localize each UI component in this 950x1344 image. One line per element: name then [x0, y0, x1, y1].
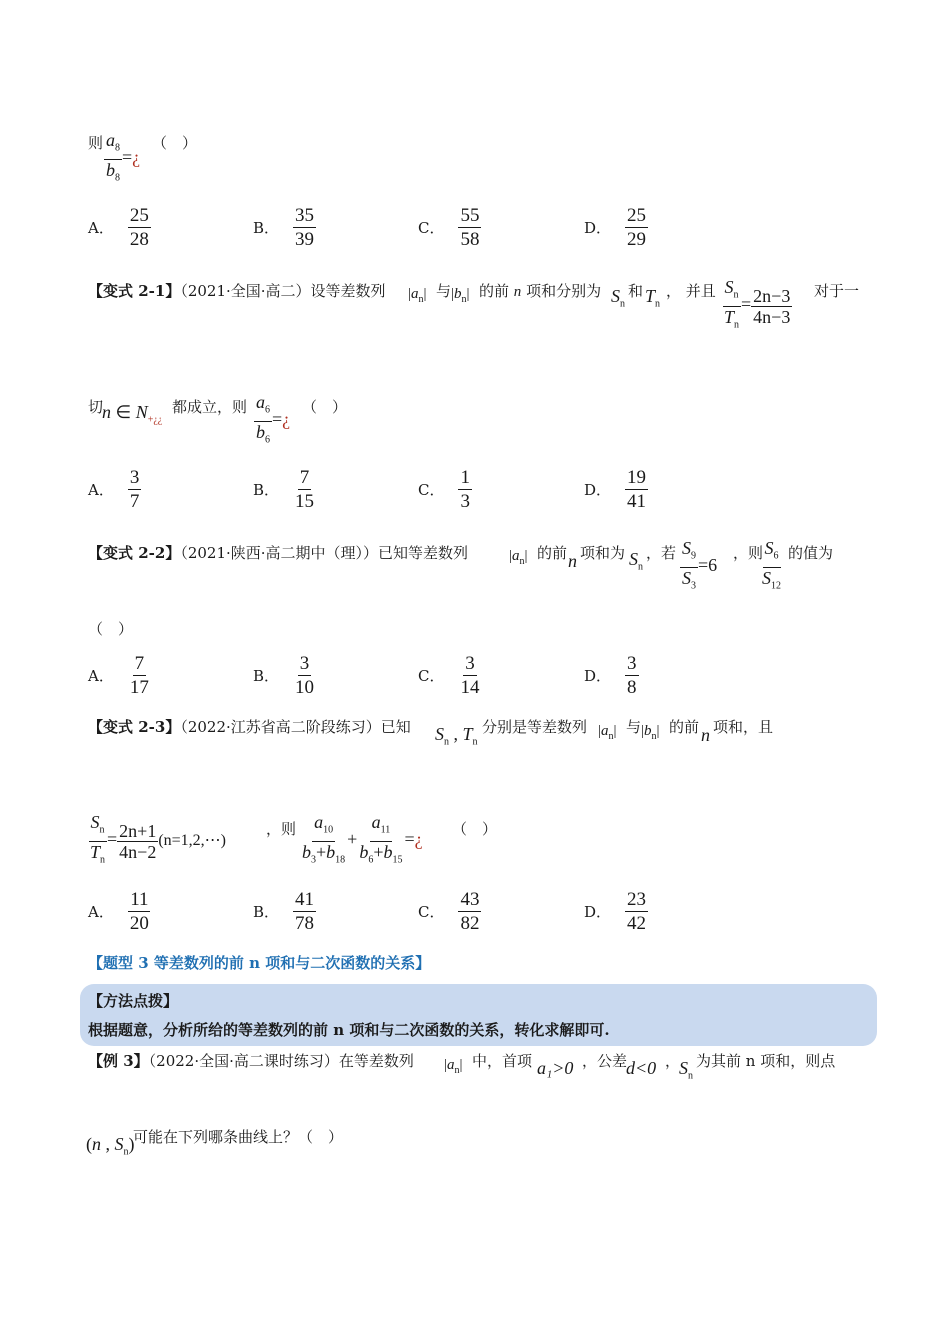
v21-option-b[interactable]: B． $\frac{7}{15}$ [253, 467, 315, 512]
v23-qian: 的前 [669, 718, 700, 736]
q1-prefix: 则 [88, 134, 104, 152]
v21-n-in-N: n ∈ $N_{+¿¿}$ [102, 402, 163, 426]
v23-yu: 与 [626, 718, 642, 736]
v23-n: n [701, 725, 710, 745]
ex3-weiqi: 为其前 n 项和，则点 [696, 1052, 836, 1070]
v22-n: n [568, 551, 577, 571]
ex3-zhong: 中，首项 [472, 1052, 533, 1070]
v21-he: 和 [628, 282, 644, 300]
q1-suffix: （ ） [152, 134, 198, 152]
v22-target: $\frac{S_6}{S_{12}}$ [762, 538, 781, 592]
v21-duiyuyi: 对于一 [814, 282, 860, 300]
v23-fenbieshi: 分别是等差数列 [482, 718, 588, 736]
v21-sn: $S_n$ [611, 286, 625, 310]
ex3-a1: a₁>0 [537, 1058, 574, 1078]
v23-ratio-eq: $\frac{S_n}{T_n}$ = $\frac{2n+1}{4n-2}$ (n=1,2,⋯) [90, 812, 227, 866]
v23-option-c[interactable]: C． $\frac{43}{82}$ [418, 889, 480, 934]
ex3-seq-a: $|a_n|$ [444, 1057, 463, 1076]
v22-option-b[interactable]: B． $\frac{3}{10}$ [253, 653, 315, 698]
v23-option-d[interactable]: D． $\frac{23}{42}$ [584, 889, 647, 934]
v21-seq-a: $|a_n|$ [408, 286, 427, 305]
answer-mark: ¿ [132, 147, 141, 168]
v22-ruo: ，若 [646, 544, 677, 562]
v23-line1: 【变式 2-3】（2022·江苏省高二阶段练习）已知 [88, 718, 411, 736]
v22-sn: $S_n$ [629, 549, 643, 573]
method-title: 【方法点拨】 [88, 992, 179, 1010]
ex3-sn: $S_n$ [679, 1058, 693, 1082]
v22-line1: 【变式 2-2】（2021·陕西·高二期中（理））已知等差数列 [88, 544, 469, 562]
q1-option-c[interactable]: C． $\frac{55}{58}$ [418, 205, 480, 250]
method-text: 根据题意，分析所给的等差数列的前 n 项和与二次函数的关系，转化求解即可. [88, 1021, 610, 1039]
v21-suffix: （ ） [302, 398, 348, 416]
v21-option-a[interactable]: A． $\frac{3}{7}$ [88, 467, 140, 512]
v22-qian: 的前 [537, 544, 568, 562]
q1-option-b[interactable]: B． $\frac{35}{39}$ [253, 205, 315, 250]
q1-option-d[interactable]: D． $\frac{25}{29}$ [584, 205, 647, 250]
v23-option-b[interactable]: B． $\frac{41}{78}$ [253, 889, 315, 934]
v21-ratio-eq: $\frac{S_n}{T_n}$ = $\frac{2n-3}{4n-3}$ [724, 277, 791, 331]
v22-condition: $\frac{S_9}{S_3}$ =6 [682, 538, 718, 592]
ex3-comma: ， [665, 1052, 681, 1070]
v22-ze: ，则 [733, 544, 764, 562]
ex3-line1: 【例 3】（2022·全国·高二课时练习）在等差数列 [88, 1052, 414, 1070]
v23-ze: ，则 [266, 820, 297, 838]
v21-tn: $T_n$ [645, 286, 661, 310]
v22-paren: （ ） [88, 620, 134, 638]
v21-doucheng: 都成立，则 [172, 398, 248, 416]
v21-qie: 切 [88, 398, 104, 416]
v21-line1: 【变式 2-1】（2021·全国·高二）设等差数列 [88, 282, 386, 300]
v23-sn-tn: $S_n$ , $T_n$ [435, 724, 478, 748]
v23-xianghe: 项和，且 [713, 718, 774, 736]
ex3-d: d<0 [626, 1058, 657, 1078]
v22-option-a[interactable]: A． $\frac{7}{17}$ [88, 653, 149, 698]
v22-dezhiwei: 的值为 [788, 544, 834, 562]
v21-and: 与 [436, 282, 452, 300]
ex3-question: 可能在下列哪条曲线上？（ ） [133, 1128, 344, 1146]
v23-seq-b: $|b_n|$ [641, 723, 660, 742]
section-heading: 【题型 3 等差数列的前 n 项和与二次函数的关系】 [88, 954, 431, 972]
v23-option-a[interactable]: A． $\frac{11}{20}$ [88, 889, 149, 934]
v23-suffix: （ ） [452, 820, 498, 838]
v22-xianghewei: 项和为 [580, 544, 626, 562]
v21-seq-b: $|b_n|$ [451, 286, 470, 305]
ex3-point: (n , $S_n$) [86, 1134, 135, 1158]
v22-option-c[interactable]: C． $\frac{3}{14}$ [418, 653, 480, 698]
q1-expression: $\frac{a_8}{b_8}$ =¿ [106, 130, 141, 184]
v23-seq-a: $|a_n|$ [598, 723, 617, 742]
v21-text: 的前 n 项和分别为 [479, 282, 602, 300]
ex3-gongcha: ，公差 [582, 1052, 628, 1070]
v21-option-d[interactable]: D． $\frac{19}{41}$ [584, 467, 647, 512]
v21-bingqie: ， 并且 [666, 282, 716, 300]
v22-option-d[interactable]: D． $\frac{3}{8}$ [584, 653, 637, 698]
v21-expression: $\frac{a_6}{b_6}$ =¿ [256, 392, 291, 446]
v21-option-c[interactable]: C． $\frac{1}{3}$ [418, 467, 470, 512]
v22-seq-a: $|a_n|$ [509, 548, 528, 567]
v23-expression: $\frac{a_{10}}{b_3+b_{18}}$ + $\frac{a_{11}}{b_6+b_{15}}$ =¿ [302, 812, 423, 866]
q1-option-a[interactable]: A． $\frac{25}{28}$ [88, 205, 149, 250]
